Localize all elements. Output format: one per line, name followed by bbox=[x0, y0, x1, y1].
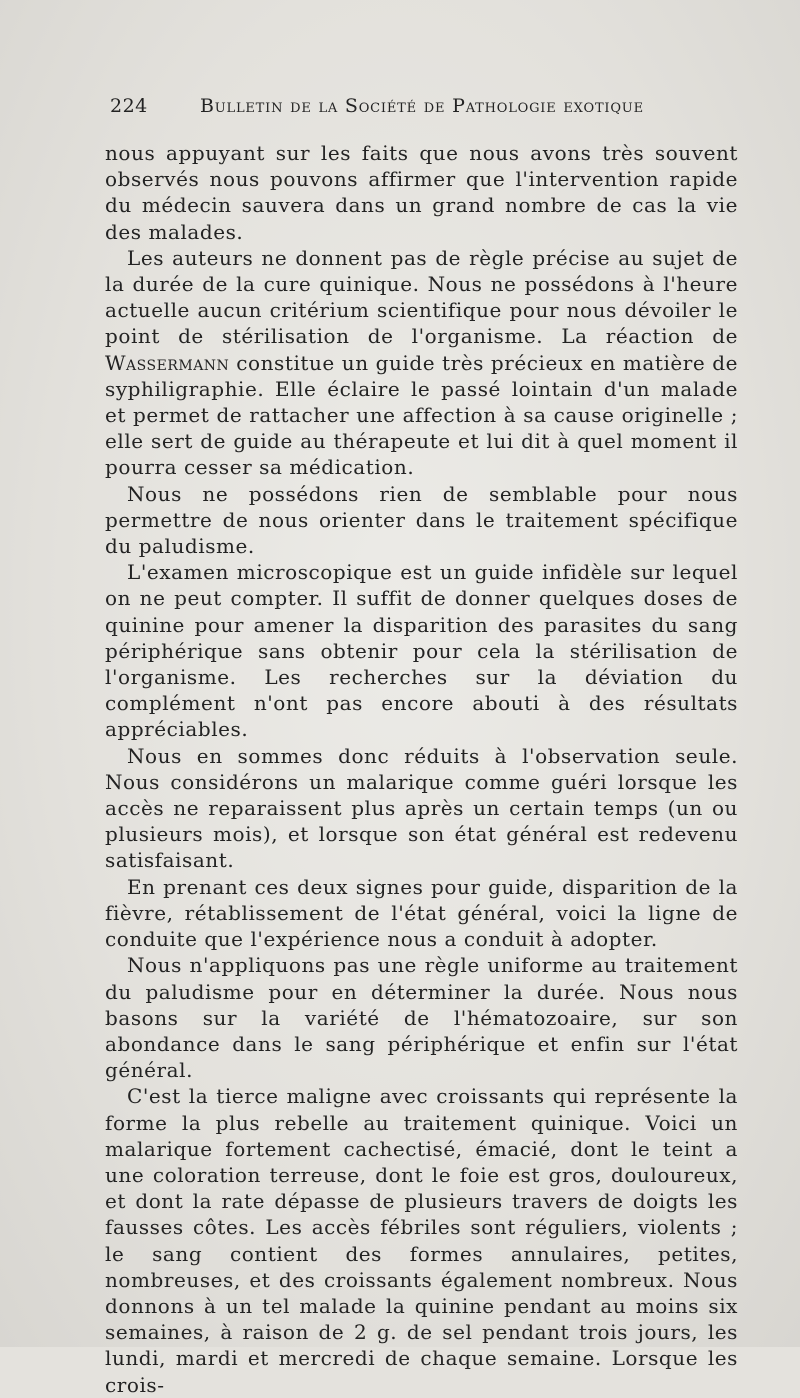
paragraph bbox=[105, 559, 738, 742]
paragraph bbox=[105, 481, 738, 560]
paragraph bbox=[105, 952, 738, 1083]
paragraph bbox=[105, 874, 738, 953]
page-header bbox=[110, 95, 730, 125]
paragraph-text: Les auteurs ne donnent pas de règle précise au sujet de la durée de la cure quinique. Nous ne possédons à l'heure actuelle aucun critérium scientifique pour nous dévoiler le point de stérilisation de l'organisme. La réaction de bbox=[105, 245, 738, 349]
paragraph-text: Nous n'appliquons pas une règle uniforme au traitement du paludisme pour en déterminer la durée. Nous nous basons sur la variété de l'hématozoaire, sur son abondance dans le sang périphérique et enfin sur l'état général. bbox=[105, 953, 738, 1083]
page-number: 224 bbox=[110, 95, 148, 117]
paragraph bbox=[105, 743, 738, 874]
paragraph-text: En prenant ces deux signes pour guide, disparition de la fièvre, rétablissement de l'état général, voici la ligne de conduite que l'expérience nous a conduit à adopter. bbox=[105, 874, 738, 952]
paragraph bbox=[105, 140, 738, 245]
paragraph bbox=[105, 1083, 738, 1397]
author-name-smallcaps: Wassermann bbox=[105, 350, 230, 375]
body-text bbox=[105, 140, 738, 1398]
paragraph bbox=[105, 245, 738, 481]
paragraph-text: Nous en sommes donc réduits à l'observation seule. Nous considérons un malarique comme guéri lorsque les accès ne reparaissent plus après un certain temps (un ou plusieurs mois), et lorsque son état général est redevenu satisfaisant. bbox=[105, 743, 738, 873]
paragraph-text: C'est la tierce maligne avec croissants qui représente la forme la plus rebelle au traitement quinique. Voici un malarique fortement cachectisé, émacié, dont le teint a une coloration terreuse, dont le foie est gros, douloureux, et dont la rate dépasse de plusieurs travers de doigts les fausses côtes. Les accès fébriles sont réguliers, violents ; le sang contient des formes annulaires, petites, nombreuses, et des croissants également nombreux. Nous donnons à un tel malade la quinine pendant au moins six semaines, à raison de 2 g. de sel pendant trois jours, les lundi, mardi et mercredi de chaque semaine. Lorsque les crois- bbox=[105, 1084, 738, 1397]
paragraph-text: Nous ne possédons rien de semblable pour nous permettre de nous orienter dans le traitement spécifique du paludisme. bbox=[105, 481, 738, 559]
running-title: Bulletin de la Société de Pathologie exotique bbox=[200, 95, 644, 117]
paragraph-text: nous appuyant sur les faits que nous avons très souvent observés nous pouvons affirmer que l'intervention rapide du médecin sauvera dans un grand nombre de cas la vie des malades. bbox=[105, 141, 738, 244]
paragraph-text: L'examen microscopique est un guide infidèle sur lequel on ne peut compter. Il suffit de donner quelques doses de quinine pour amener la disparition des parasites du sang périphérique sans obtenir pour cela la stérilisation de l'organisme. Les recherches sur la déviation du complément n'ont pas encore abouti à des résultats appréciables. bbox=[105, 560, 738, 742]
paragraph-text: constitue un guide très précieux en matière de syphiligraphie. Elle éclaire le passé lointain d'un malade et permet de rattacher une affection à sa cause originelle ; elle sert de guide au thérapeute et lui dit à quel moment il pourra cesser sa médication. bbox=[105, 350, 738, 480]
